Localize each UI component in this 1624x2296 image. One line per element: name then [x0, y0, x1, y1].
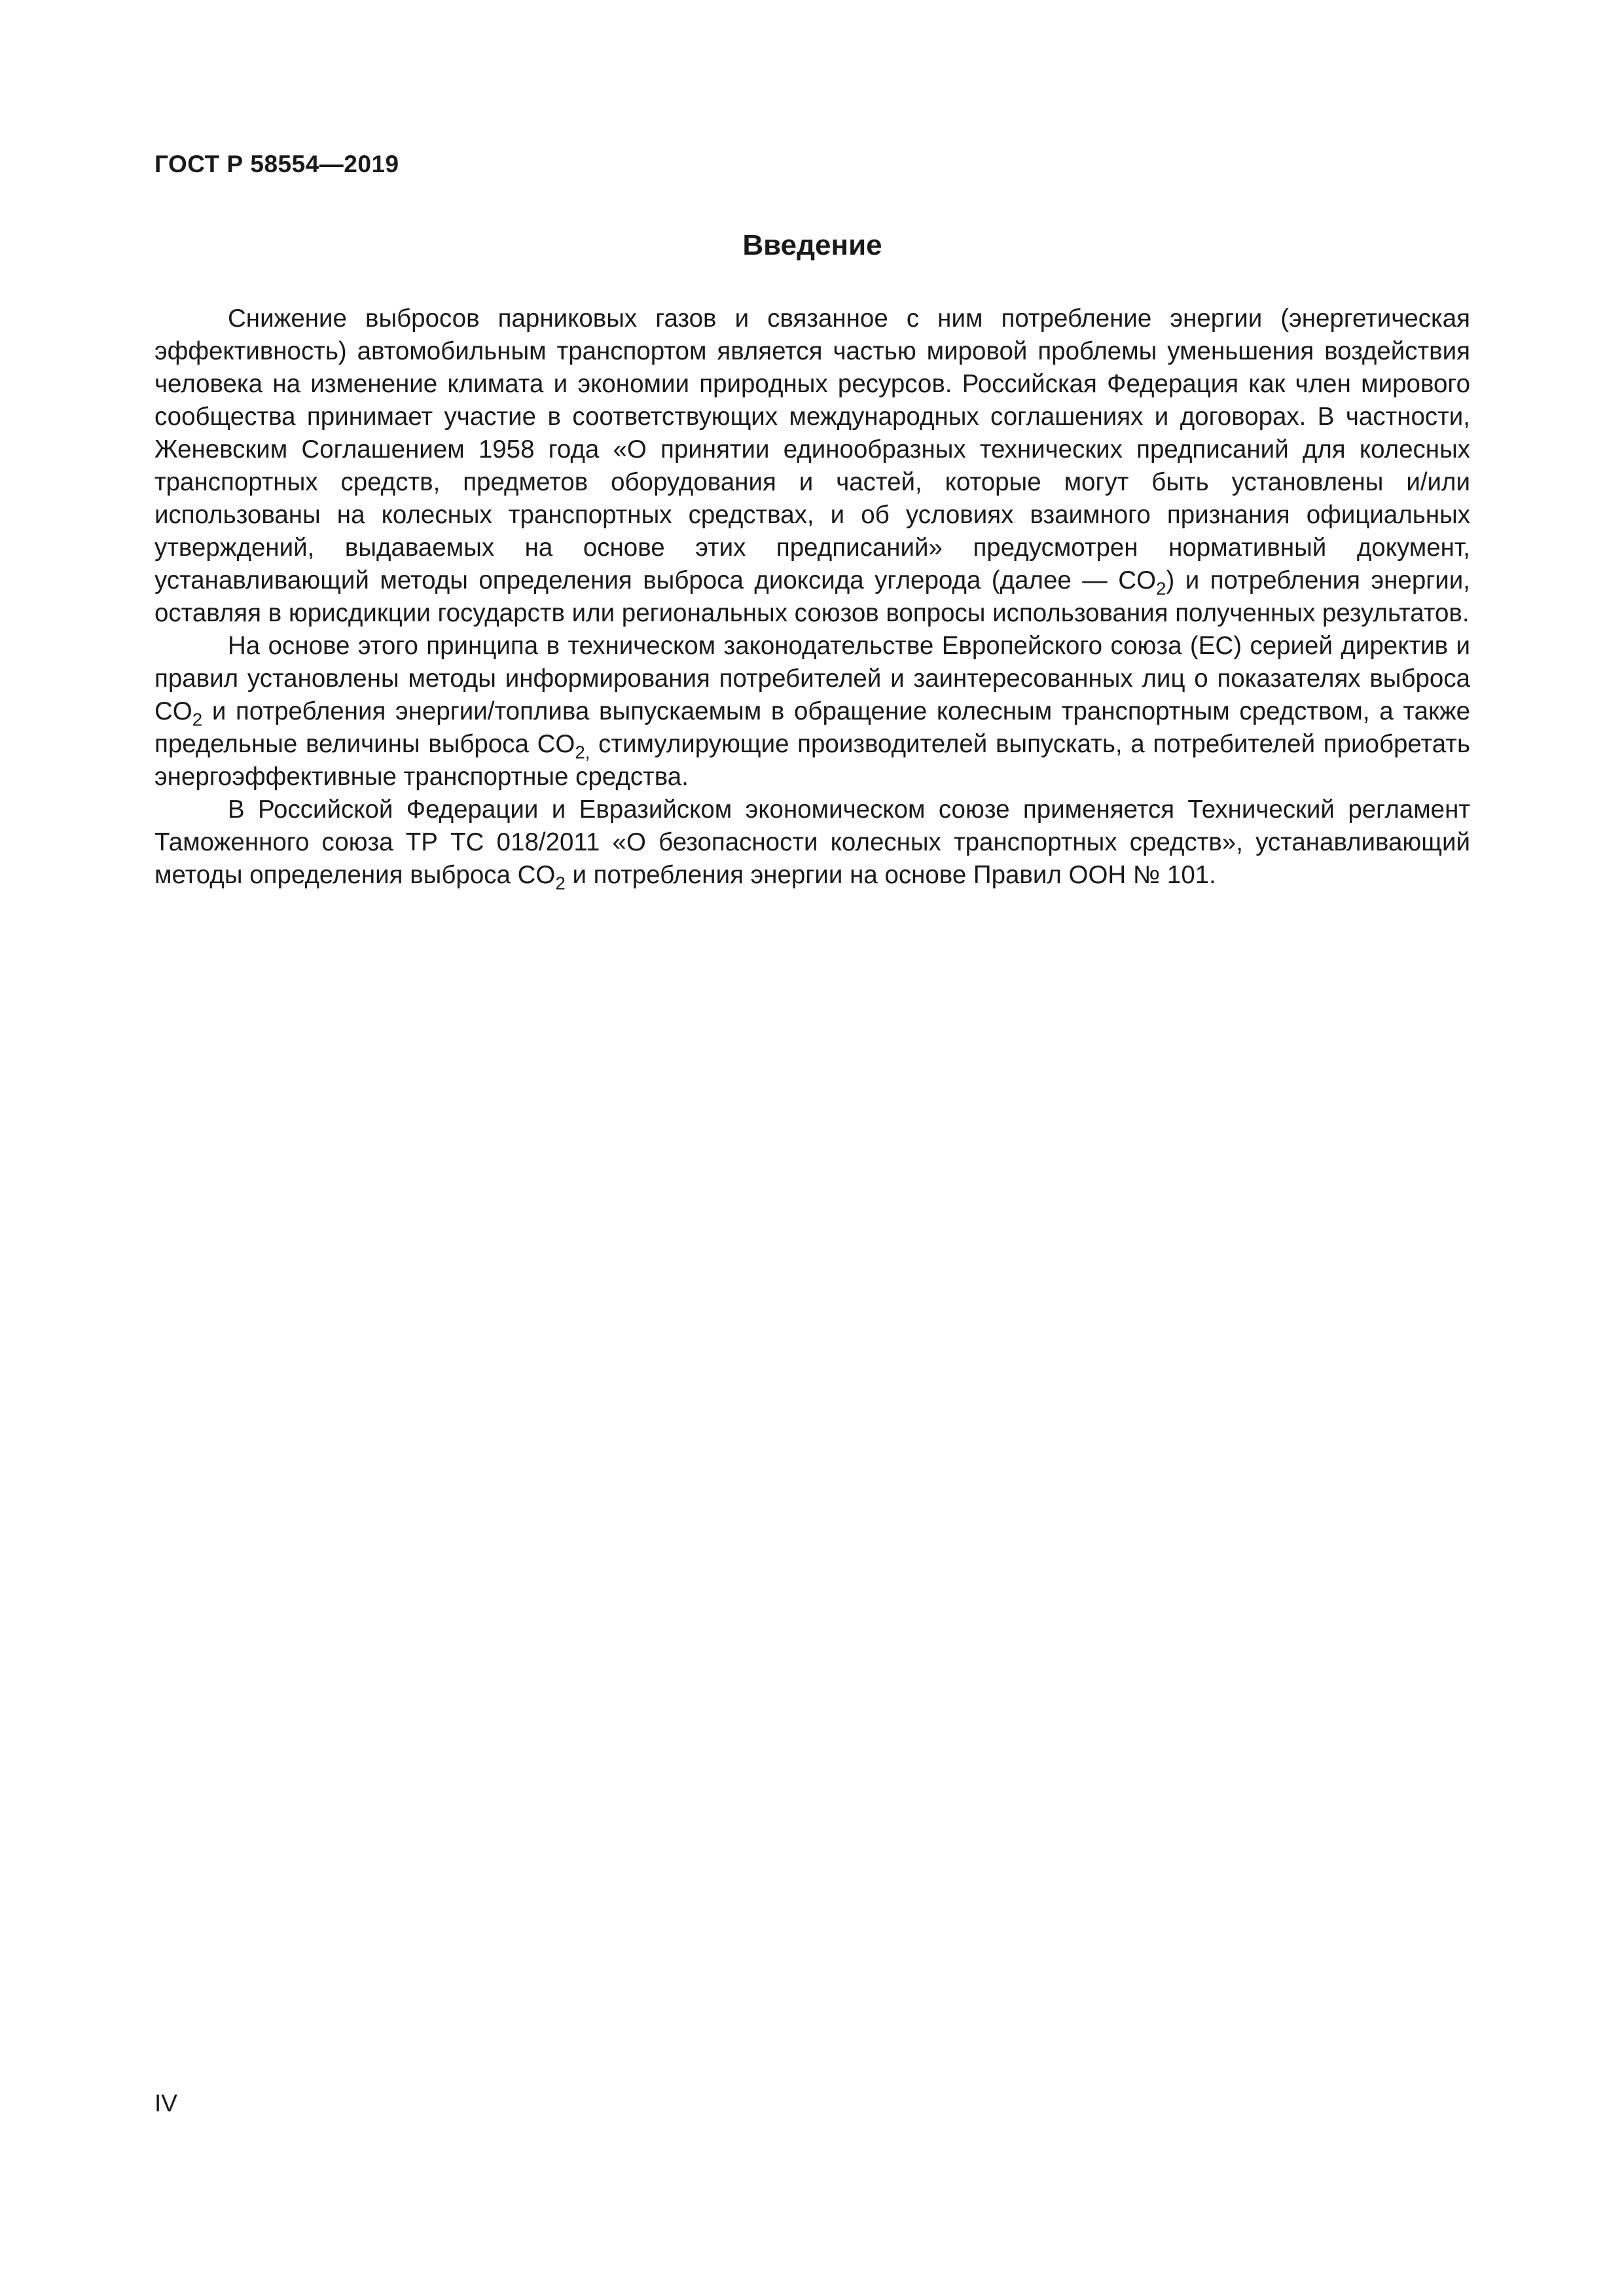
paragraph-3 — [154, 793, 1470, 892]
paragraph-1-part-1: Снижение выбросов парниковых газов и связанное с ним потребление энергии (энергетическая эффективность) автомобильным транспортом является частью мировой проблемы уменьшения воздействия человека на изменение климата и экономии природных ресурсов. Российская Федерация как член мирового сообщества принимает участие в соответствующих международных соглашениях и договорах. В частности, Женевским Соглашением 1958 года «О принятии единообразных технических предписаний для колесных транспортных средств, предметов оборудования и частей, которые могут быть установлены и/или использованы на колесных транспортных средствах, и об условиях взаимного признания официальных утверждений, выдаваемых на основе этих предписаний» предусмотрен нормативный документ, устанавливающий методы определения выброса диоксида углерода (далее — — [154, 304, 1470, 594]
co2-formula: $CO_2$ — [517, 861, 566, 894]
paragraph-1-part-2: ) и потребления энергии, оставляя в юрисдикции государств или региональных союзов вопросы использования полученных результатов. — [154, 566, 1470, 627]
paragraph-1 — [154, 302, 1470, 630]
co2-formula: $CO_2$ — [154, 697, 203, 730]
paragraph-2-part-3: стимулирующие производителей выпускать, а потребителей приобретать энергоэффективные транспортные средства. — [154, 730, 1470, 791]
co2-formula: $CO_{2,}$ — [537, 730, 590, 763]
paragraph-2 — [154, 630, 1470, 793]
paragraph-3-part-2: и потребления энергии на основе Правил ООН № 101. — [565, 861, 1216, 889]
co2-formula: $CO_2$ — [1118, 566, 1166, 599]
paragraph-3-part-1: В Российской Федерации и Евразийском экономическом союзе применяется Технический регламент Таможенного союза ТР ТС 018/2011 «О безопасности колесных транспортных средств», устанавливающий методы определения выброса — [154, 795, 1470, 889]
paragraph-2-part-1: На основе этого принципа в техническом законодательстве Европейского союза (ЕС) серией директив и правил установлены методы информирования потребителей и заинтересованных лиц о показателях выброса — [154, 632, 1470, 693]
paragraph-2-part-2: и потребления энергии/топлива выпускаемым в обращение колесным транспортным средством, а также предельные величины выброса — [154, 697, 1470, 758]
body-text — [154, 302, 1470, 892]
page-number: IV — [154, 2090, 177, 2117]
section-title: Введение — [742, 229, 882, 261]
document-code: ГОСТ Р 58554—2019 — [154, 151, 399, 177]
